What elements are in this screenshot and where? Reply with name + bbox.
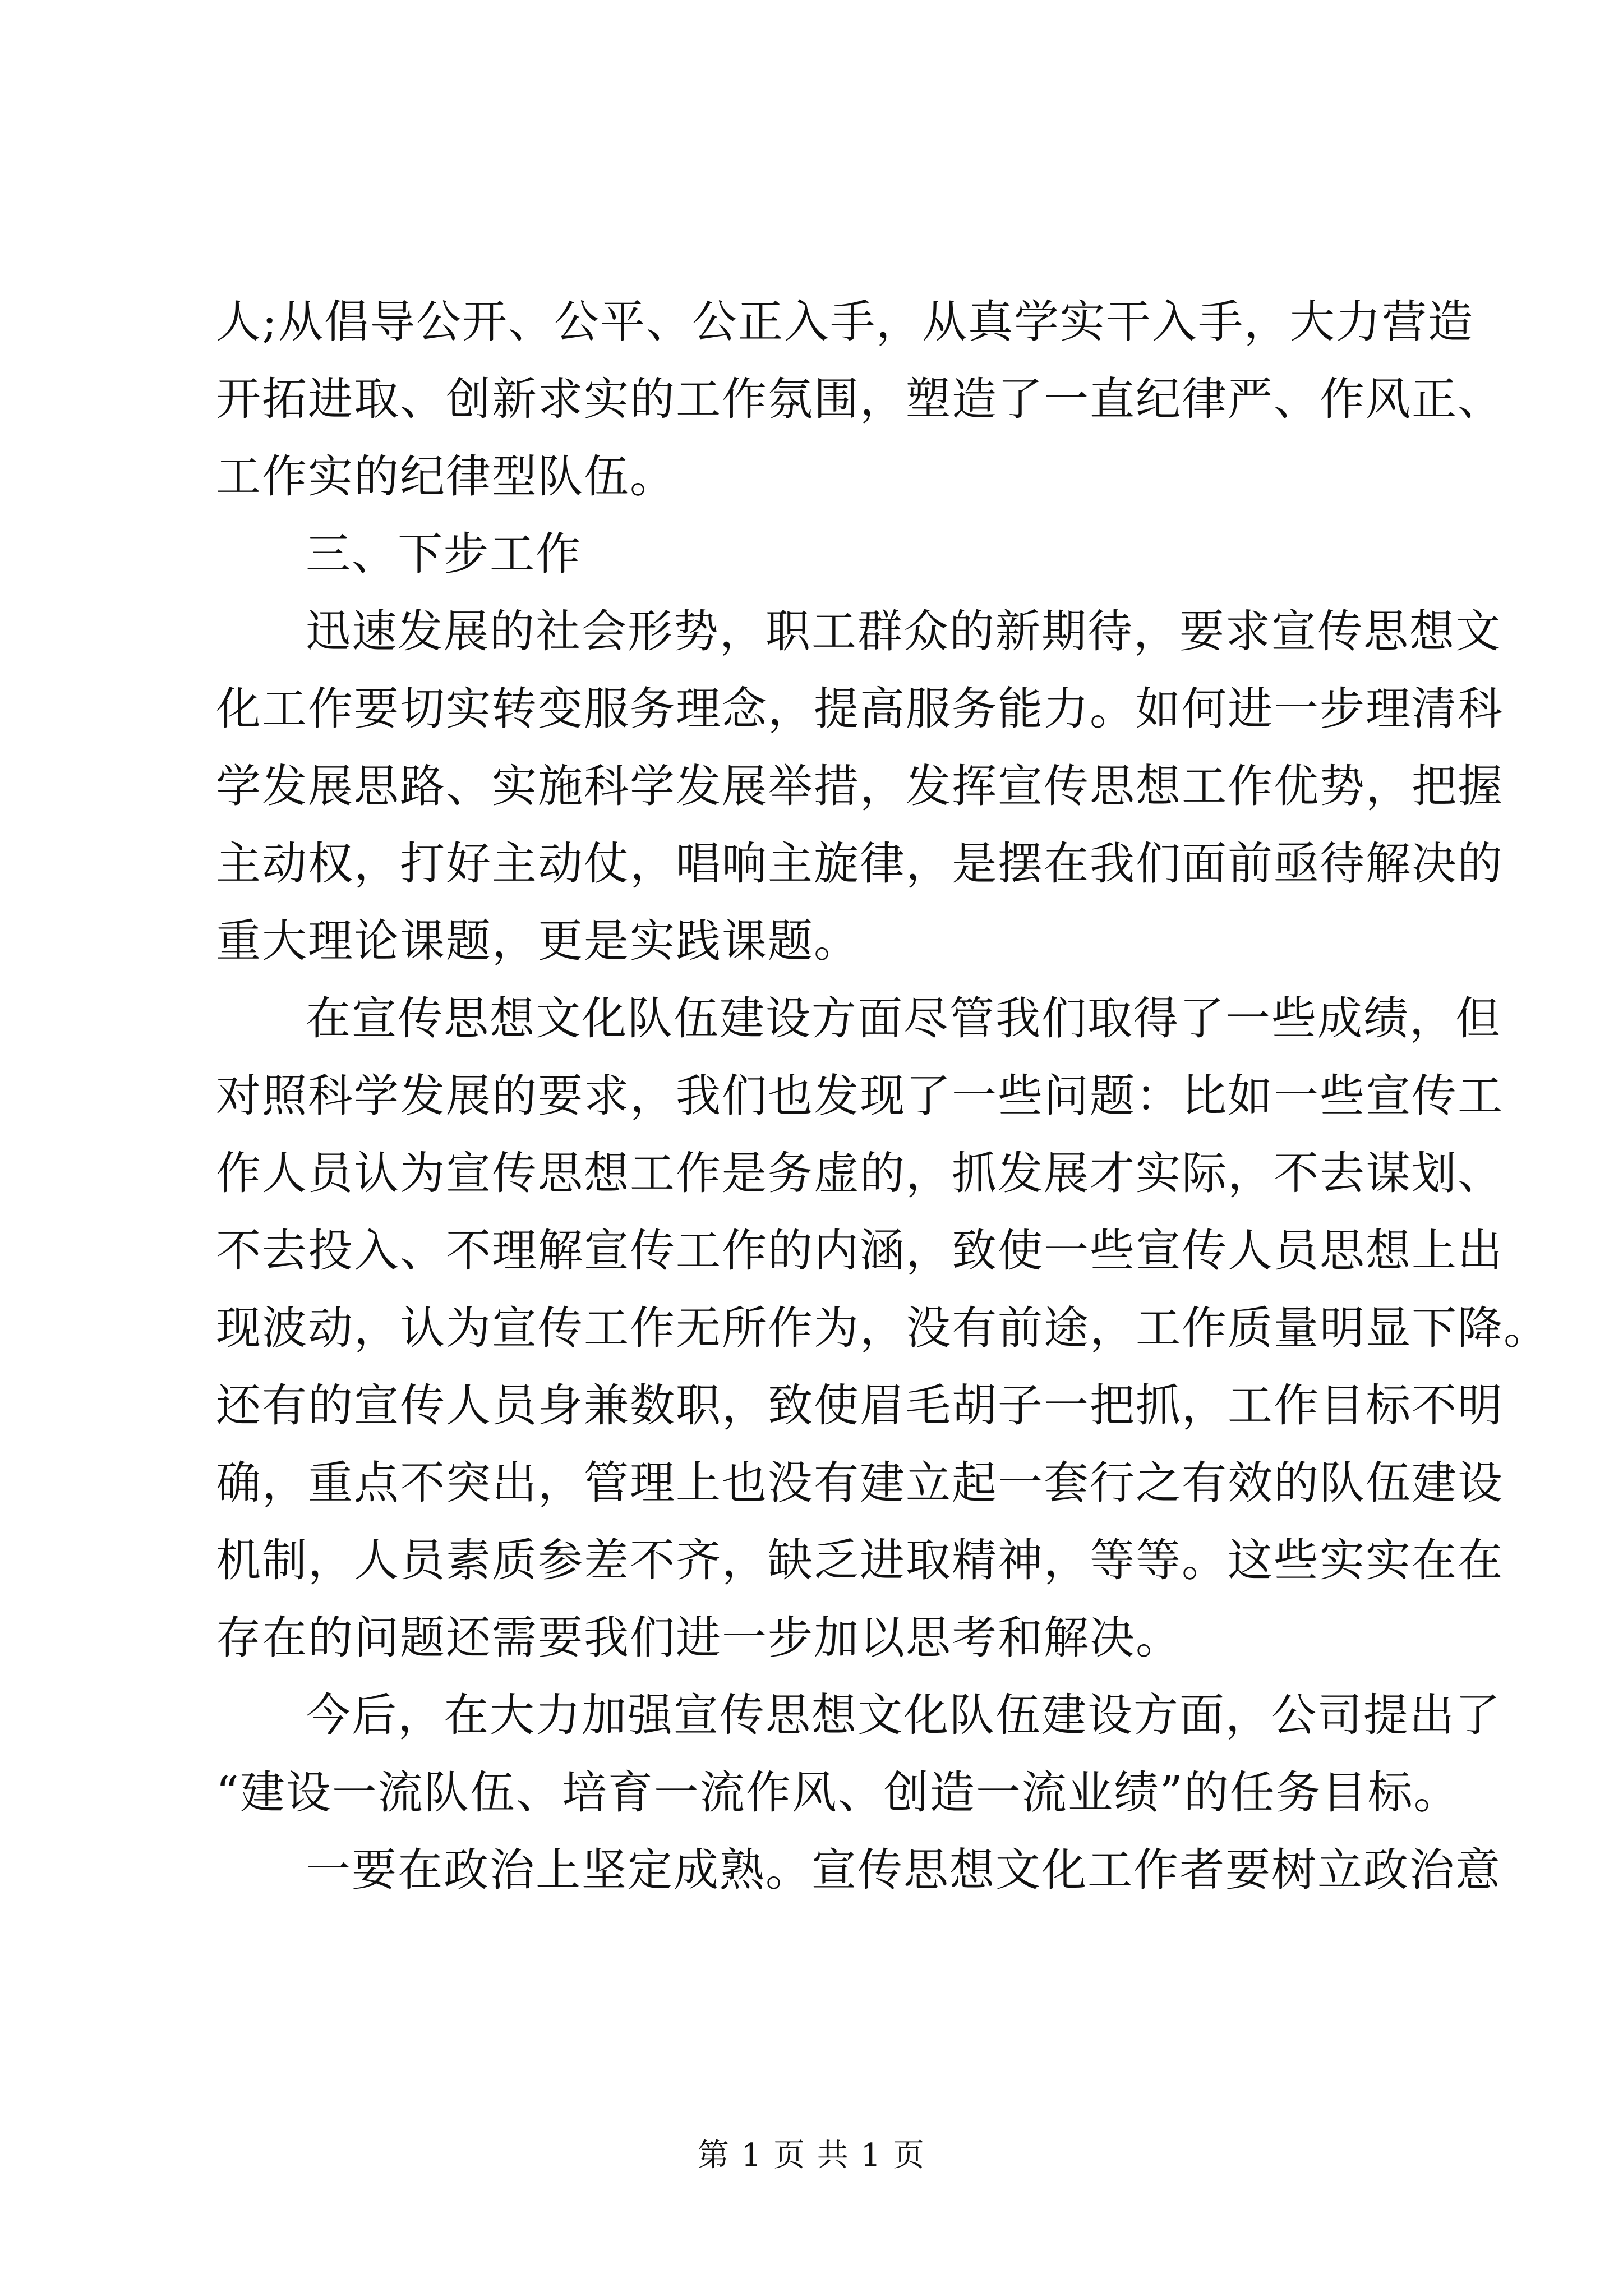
section-heading: 三、下步工作 bbox=[306, 528, 582, 580]
text-line: 在宣传思想文化队伍建设方面尽管我们取得了一些成绩，但 bbox=[306, 992, 1501, 1045]
text-line: 人;从倡导公开、公平、公正入手，从真学实干入手，大力营造 bbox=[216, 296, 1474, 348]
text-line: 一要在政治上坚定成熟。宣传思想文化工作者要树立政治意 bbox=[306, 1844, 1501, 1896]
text-line: 工作实的纪律型队伍。 bbox=[216, 450, 676, 503]
text-line: 开拓进取、创新求实的工作氛围，塑造了一直纪律严、作风正、 bbox=[216, 373, 1504, 425]
text-line: 现波动，认为宣传工作无所作为，没有前途，工作质量明显下降。 bbox=[216, 1302, 1550, 1354]
text-line: 不去投入、不理解宣传工作的内涵，致使一些宣传人员思想上出 bbox=[216, 1225, 1504, 1277]
document-body bbox=[216, 283, 1550, 1909]
text-line: 作人员认为宣传思想工作是务虚的，抓发展才实际，不去谋划、 bbox=[216, 1147, 1504, 1199]
text-line: 机制，人员素质参差不齐，缺乏进取精神，等等。这些实实在在 bbox=[216, 1534, 1504, 1586]
text-line: 重大理论课题，更是实践课题。 bbox=[216, 915, 860, 967]
text-line: 存在的问题还需要我们进一步加以思考和解决。 bbox=[216, 1612, 1182, 1664]
text-line: 学发展思路、实施科学发展举措，发挥宣传思想工作优势，把握 bbox=[216, 760, 1504, 812]
text-line: “建设一流队伍、培育一流作风、创造一流业绩”的任务目标。 bbox=[216, 1766, 1460, 1819]
text-line: 迅速发展的社会形势，职工群众的新期待，要求宣传思想文 bbox=[306, 605, 1501, 657]
text-line: 对照科学发展的要求，我们也发现了一些问题：比如一些宣传工 bbox=[216, 1070, 1504, 1122]
text-line: 今后，在大力加强宣传思想文化队伍建设方面，公司提出了 bbox=[306, 1689, 1501, 1741]
text-line: 主动权，打好主动仗，唱响主旋律，是摆在我们面前亟待解决的 bbox=[216, 838, 1504, 890]
text-line: 还有的宣传人员身兼数职，致使眉毛胡子一把抓，工作目标不明 bbox=[216, 1379, 1504, 1432]
page-footer: 第 1 页 共 1 页 bbox=[697, 2137, 926, 2174]
text-line: 化工作要切实转变服务理念，提高服务能力。如何进一步理清科 bbox=[216, 683, 1504, 735]
text-line: 确，重点不突出，管理上也没有建立起一套行之有效的队伍建设 bbox=[216, 1457, 1504, 1509]
